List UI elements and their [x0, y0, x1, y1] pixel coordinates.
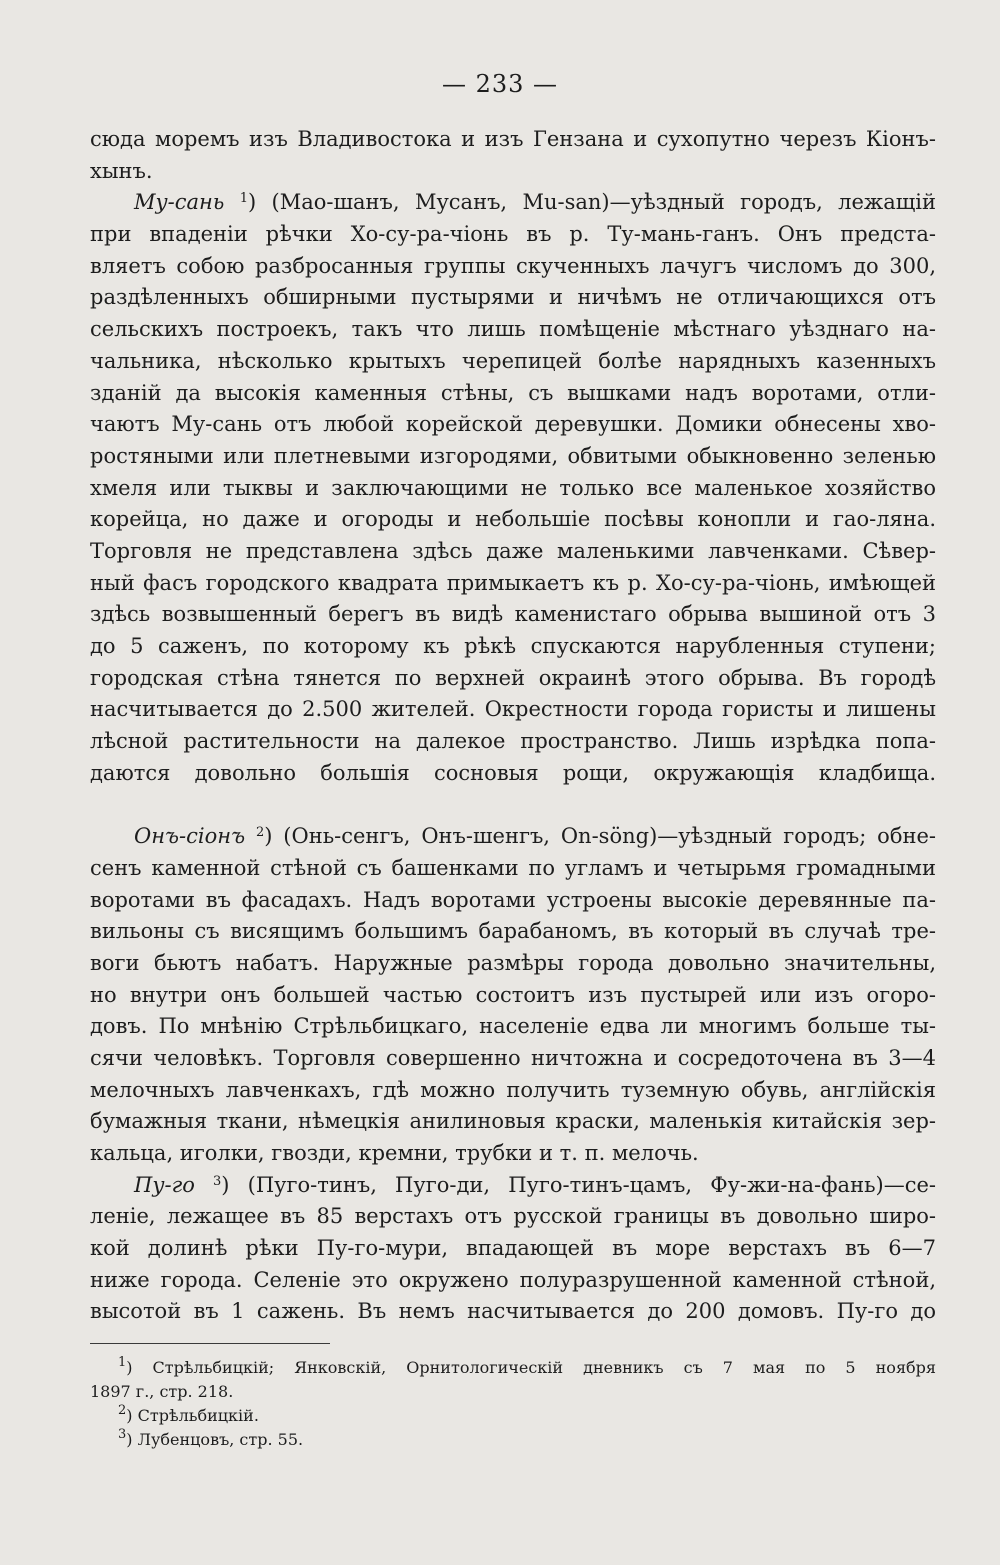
- footnote-line: [90, 1428, 936, 1452]
- text-line: раздѣленныхъ обширными пустырями и ничѣмъ не отличающихся отъ: [90, 285, 936, 310]
- paragraph-first-line: [90, 187, 936, 219]
- footnote-line: [90, 1404, 936, 1428]
- text-line: при впаденіи рѣчки Хо-су-ра-чіонь въ р. Ту-мань-ганъ. Онъ предста-: [90, 222, 936, 247]
- text-line: кой долинѣ рѣки Пу-го-мури, впадающей въ море верстахъ въ 6—7: [90, 1236, 936, 1261]
- text-line: ный фасъ городского квадрата примыкаетъ къ р. Хо-су-ра-чіонь, имѣющей: [90, 570, 936, 595]
- footnote-text: ) Лубенцовъ, стр. 55.: [126, 1430, 304, 1449]
- text-line: сельскихъ построекъ, такъ что лишь помѣщеніе мѣстнаго уѣзднаго на-: [90, 317, 936, 342]
- paragraph-first-line: [90, 821, 936, 853]
- place-name: Му-сань: [134, 190, 225, 215]
- text-line: [90, 789, 936, 821]
- text-line: сячи человѣкъ. Торговля совершенно ничтожна и сосредоточена въ 3—4: [90, 1045, 936, 1070]
- text-line: сенъ каменной стѣной съ башенками по угламъ и четырьмя громадными: [90, 855, 936, 880]
- paragraph-first-line: [90, 1170, 936, 1202]
- place-name: Онъ-сіонъ: [134, 824, 246, 849]
- footnote-text: ) Стрѣльбицкій; Янковскій, Орнитологическій дневникъ съ 7 мая по 5 ноября: [126, 1358, 936, 1377]
- text-line: вильоны съ висящимъ большимъ барабаномъ, въ который въ случаѣ тре-: [90, 919, 936, 944]
- text-line: насчитывается до 2.500 жителей. Окрестности города гористы и лишены: [90, 697, 936, 722]
- footnote-line: 1897 г., стр. 218.: [90, 1382, 234, 1401]
- text-line: мелочныхъ лавченкахъ, гдѣ можно получить туземную обувь, англійскія: [90, 1077, 936, 1102]
- footnote-ref: 1: [239, 191, 248, 207]
- text-line: хмеля или тыквы и заключающими не только все маленькое хозяйство: [90, 475, 936, 500]
- text-line: Торговля не представлена здѣсь даже маленькими лавченками. Сѣвер-: [90, 538, 936, 563]
- main-text: [90, 124, 936, 1328]
- text-line: воротами въ фасадахъ. Надъ воротами устроены высокіе деревянные па-: [90, 887, 936, 912]
- text-fragment: ) (Пуго-тинъ, Пуго-ди, Пуго-тинъ-цамъ, Фу-жи-на-фань)—се-: [221, 1172, 936, 1197]
- text-line: леніе, лежащее въ 85 верстахъ отъ русской границы въ довольно широ-: [90, 1204, 936, 1229]
- footnote-marker: 3: [118, 1427, 127, 1442]
- text-line: чальника, нѣсколько крытыхъ черепицей болѣе нарядныхъ казенныхъ: [90, 348, 936, 373]
- text-line: но внутри онъ большей частью состоитъ изъ пустырей или изъ огоро-: [90, 982, 936, 1007]
- footnote-line: [90, 1356, 936, 1380]
- text-line: городская стѣна тянется по верхней окраинѣ этого обрыва. Въ городѣ: [90, 665, 936, 690]
- footnote-divider: [90, 1343, 330, 1344]
- footnote-marker: 2: [118, 1403, 127, 1418]
- text-line: высотой въ 1 сажень. Въ немъ насчитывается до 200 домовъ. Пу-го до: [90, 1299, 936, 1324]
- footnote-text: ) Стрѣльбицкій.: [126, 1406, 259, 1425]
- text-line: сюда моремъ изъ Владивостока и изъ Гензана и сухопутно черезъ Кіонъ-: [90, 127, 936, 151]
- text-line: хынъ.: [90, 158, 153, 183]
- text-line: ниже города. Селеніе это окружено полуразрушенной каменной стѣной,: [90, 1267, 936, 1292]
- text-line: до 5 саженъ, по которому къ рѣкѣ спускаются нарубленныя ступени;: [90, 634, 936, 658]
- text-line: корейца, но даже и огороды и небольшіе посѣвы конопли и гао-ляна.: [90, 507, 936, 532]
- footnotes: [90, 1356, 936, 1452]
- text-line: кальца, иголки, гвозди, кремни, трубки и т. п. мелочь.: [90, 1141, 699, 1165]
- text-line: даются довольно большія сосновыя рощи, окружающія кладбища.: [90, 760, 936, 785]
- text-line: лѣсной растительности на далекое пространство. Лишь изрѣдка попа-: [90, 729, 936, 754]
- text-line: ростяными или плетневыми изгородями, обвитыми обыкновенно зеленью: [90, 443, 936, 468]
- footnote-ref: 3: [213, 1173, 222, 1189]
- text-line: зданій да высокія каменныя стѣны, съ вышками надъ воротами, отли-: [90, 380, 936, 405]
- place-name: Пу-го: [134, 1172, 195, 1197]
- footnote-marker: 1: [118, 1355, 127, 1370]
- text-line: здѣсь возвышенный берегъ въ видѣ каменистаго обрыва вышиной отъ 3: [90, 602, 936, 627]
- text-line: вляетъ собою разбросанныя группы скученныхъ лачугъ числомъ до 300,: [90, 253, 936, 278]
- text-line: чаютъ Му-сань отъ любой корейской деревушки. Домики обнесены хво-: [90, 412, 936, 437]
- text-line: довъ. По мнѣнію Стрѣльбицкаго, населеніе едва ли многимъ больше ты-: [90, 1014, 936, 1039]
- page-number: — 233 —: [441, 70, 559, 98]
- text-line: бумажныя ткани, нѣмецкія анилиновыя краски, маленькія китайскія зер-: [90, 1109, 936, 1134]
- text-line: воги бьютъ набатъ. Наружные размѣры города довольно значительны,: [90, 950, 936, 975]
- footnote-ref: 2: [255, 825, 265, 841]
- text-fragment: ) (Онь-сенгъ, Онъ-шенгъ, On-söng)—уѣздный городъ; обне-: [264, 824, 936, 849]
- text-fragment: ) (Мао-шанъ, Мусанъ, Mu-san)—уѣздный городъ, лежащій: [247, 190, 936, 215]
